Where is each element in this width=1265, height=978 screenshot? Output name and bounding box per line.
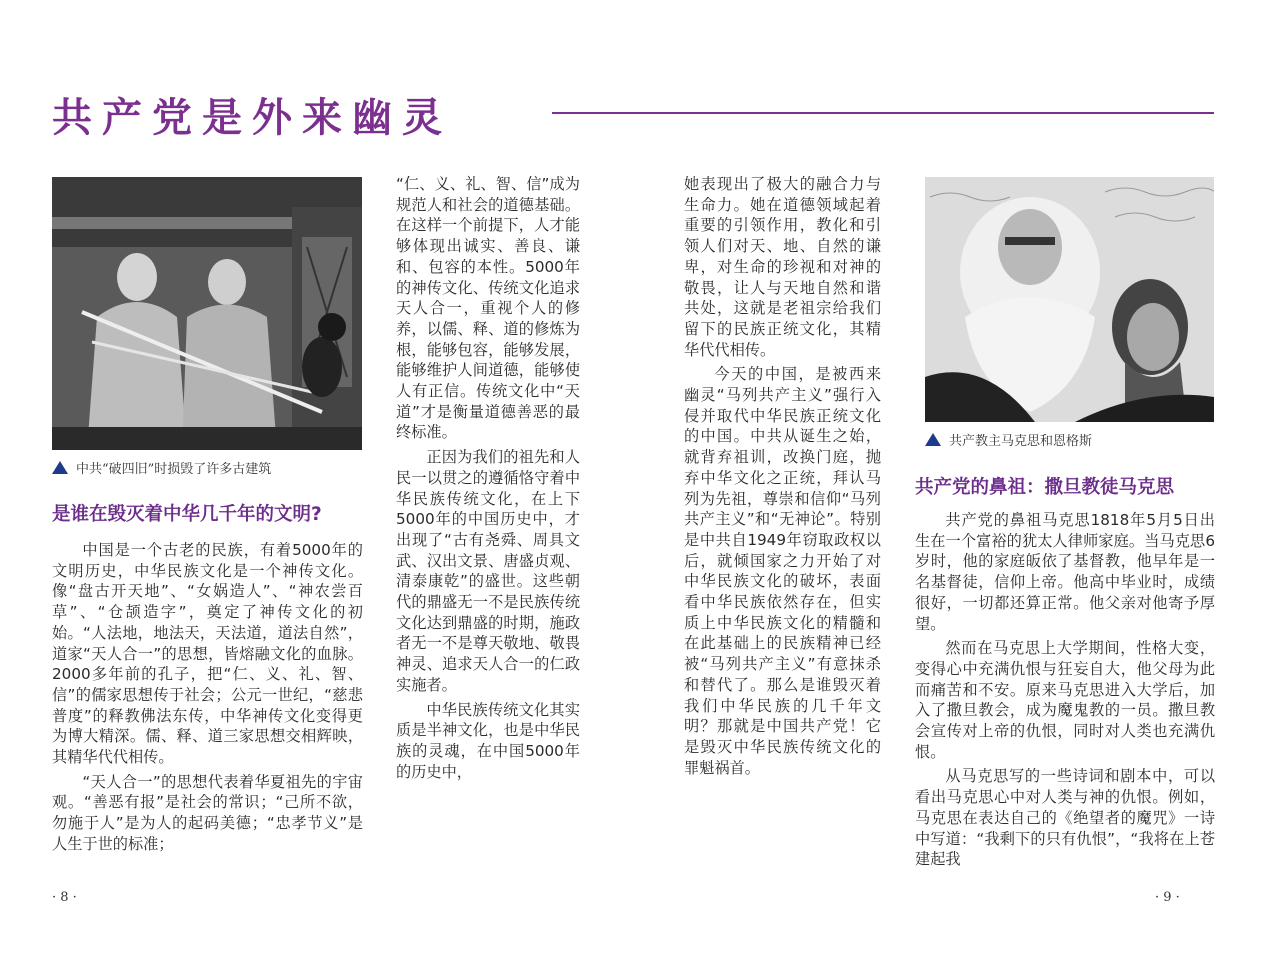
paragraph: “天人合一”的思想代表着华夏祖先的宇宙观。“善恶有报”是社会的常识；“己所不欲，勿施于人”是为人的起码美德；“忠孝节义”是人生于世的标准； <box>52 772 363 853</box>
section-heading-right: 共产党的鼻祖：撒旦教徒马克思 <box>915 477 1175 498</box>
section-heading-left: 是谁在毁灭着中华几千年的文明? <box>52 504 322 525</box>
triangle-bullet-icon <box>925 433 941 446</box>
paragraph: 她表现出了极大的融合力与生命力。她在道德领域起着重要的引领作用，教化和引领人们对天、地、自然的谦卑，对生命的珍视和对神的敬畏，让人与天地自然和谐共处，这就是老祖宗给我们留下的民族正统文化，其精华代代相传。 <box>684 175 881 359</box>
paragraph: 中国是一个古老的民族，有着5000年的文明历史，中华民族文化是一个神传文化。像“盘古开天地”、“女娲造人”、“神农尝百草”、“仓颉造字”，奠定了神传文化的初始。“人法地，地法天，天法道，道法自然”，道家“天人合一”的思想，皆熔融文化的血脉。2000多年前的孔子，把“仁、义、礼、智、信”的儒家思想传于社会；公元一世纪，“慈悲普度”的释教佛法东传，中华神传文化变得更为博大精深。儒、释、道三家思想交相辉映，其精华代代相传。 <box>52 541 363 767</box>
paragraph: 中华民族传统文化其实质是半神文化，也是中华民族的灵魂，在中国5000年的历史中， <box>396 700 580 781</box>
paragraph: 然而在马克思上大学期间，性格大变，变得心中充满仇恨与狂妄自大，他父母为此而痛苦和不安。原来马克思进入大学后，加入了撒旦教会，成为魔鬼教的一员。撒旦教会宣传对上帝的仇恨，同时对人类也充满仇恨。 <box>915 639 1215 761</box>
column-1 <box>52 540 363 878</box>
page-number-left: · 8 · <box>52 890 77 905</box>
column-2 <box>396 174 580 886</box>
title-rule <box>552 112 1214 114</box>
paragraph: “仁、义、礼、智、信”成为规范人和社会的道德基础。在这样一个前提下，人才能够体现出诚实、善良、谦和、包容的本性。5000年的神传文化、传统文化追求天人合一，重视个人的修养，以儒、释、道的修炼为根，能够包容，能够发展，能够维护人间道德，能够使人有正信。传统文化中“天道”才是衡量道德善恶的最终标准。 <box>396 175 580 442</box>
page-title: 共产党是外来幽灵 <box>52 95 452 141</box>
marx-engels-portrait-photo <box>925 177 1214 422</box>
paragraph: 从马克思写的一些诗词和剧本中，可以看出马克思心中对人类与神的仇恨。例如，马克思在表达自己的《绝望者的魔咒》一诗中写道：“我剩下的只有仇恨”，“我将在上苍建起我 <box>915 767 1215 869</box>
column-3 <box>684 174 881 886</box>
right-photo-caption: 共产教主马克思和恩格斯 <box>925 430 1092 449</box>
paragraph: 共产党的鼻祖马克思1818年5月5日出生在一个富裕的犹太人律师家庭。当马克思6岁时，他的家庭皈依了基督教，他早年是一名基督徒，信仰上帝。他高中毕业时，成绩很好，一切都还算正常。他父亲对他寄予厚望。 <box>915 511 1215 633</box>
left-photo-caption: 中共“破四旧”时损毁了许多古建筑 <box>52 458 271 477</box>
column-4 <box>915 510 1215 882</box>
page-number-right: · 9 · <box>1155 890 1180 905</box>
triangle-bullet-icon <box>52 461 68 474</box>
paragraph: 今天的中国，是被西来幽灵“马列共产主义”强行入侵并取代中华民族正统文化的中国。中共从诞生之始，就背弃祖训，改换门庭，抛弃中华文化之正统，拜认马列为先祖，尊崇和信仰“马列共产主义”和“无神论”。特别是中共自1949年窃取政权以后，就倾国家之力开始了对中华民族文化的破坏，表面看中华民族依然存在，但实质上中华民族文化的精髓和在此基础上的民族精神已经被“马列共产主义”有意抹杀和替代了。那么是谁毁灭着我们中华民族的几千年文明？那就是中国共产党！它是毁灭中华民族传统文化的罪魁祸首。 <box>684 365 881 777</box>
temple-statues-photo <box>52 177 362 450</box>
paragraph: 正因为我们的祖先和人民一以贯之的遵循恪守着中华民族传统文化，在上下5000年的中国历史中，才出现了“古有尧舜、周具文武、汉出文景、唐盛贞观、清泰康乾”的盛世。这些朝代的鼎盛无一不是民族传统文化达到鼎盛的时期，施政者无一不是尊天敬地、敬畏神灵、追求天人合一的仁政实施者。 <box>396 448 580 694</box>
